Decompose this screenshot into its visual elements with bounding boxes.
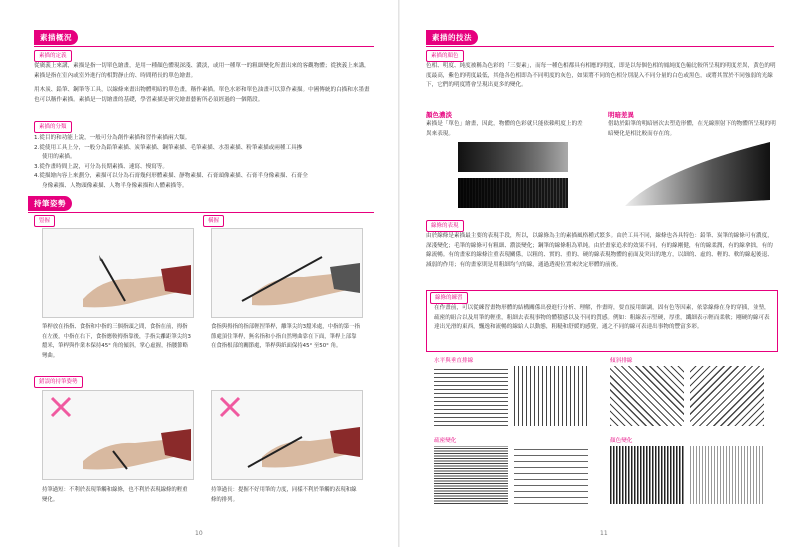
left-page [0,0,399,547]
diagonal-hatching-2 [690,366,764,426]
vertical-grip-caption: 筆桿放在指指、食指和中指的三個指頭之間，食指在前，拇指在左後，中指在右下，食指應較拇指靠後，手指尖離距筆尖約3釐米，筆桿與作業本保持45° 角的傾斜，掌心虛握，指腰節略彎曲。 [42,324,191,359]
list-item: 使用的素描。 [42,154,76,161]
list-item: 3.從作畫時間上說，可分為長期素描、速寫、慢寫等。 [34,163,168,170]
subheading-classification: 素描的分類 [34,121,72,133]
wrong-grip-short-caption: 持筆過短：不利於表現筆觸和線條，也不利於表現線條的輕重變化。 [42,487,188,503]
label-density: 疏密變化 [434,438,457,444]
section-title-sketch-technique: 素描的技法 [426,30,478,45]
diagonal-hatching-1 [610,366,684,426]
color-paragraph: 色相、明度、純度被稱為色彩的「三要素」，而每一種色相都具有相應的明度，即是以每個色相的鳳純度色輸比較所呈現的明度差異，黃色的明度最高，紫色的明度最低，其他各色相即為不同明度的灰色，如果將不同的色相分別混入不同分量的白色或黑色，或將其置於不同強弱的光線下，它們的明度將會呈現出更多的變化。 [426,63,776,89]
label-horizontal-vertical: 水平與垂直排線 [434,358,474,364]
heading-light-dark: 明暗差異 [608,111,634,119]
classification-list [34,134,374,192]
line-expression-paragraph: 由於線條是素描最主要的表現手段，所以，以線條為主的素描風格種式繁多。由於工具不同，線條也各具特色：鉛筆、炭筆的線條可有濃度，深淺變化；毛筆的線條可有粗細、濃淡變化；鋼筆的線條粗為單純。由於畫家追求的效果不同，有的線剛健，有的線柔潤，有的線拿拙，有的線流暢。有的畫家的線條注重表現關係，以粗的、實的、重的、硬的線表現物體的前面及突出的地方，以細的、虛的、輕的、軟的線起後退、減弱的作用；有的畫家則是用粗細均勻的線，通過透視位置來決定形體的前後。 [426,233,773,268]
section-title-pen-holding: 持筆姿勢 [28,196,72,211]
color-depth-swatch-2 [458,178,568,208]
light-dark-gradient-stroke [620,140,770,208]
subheading-line-expression: 線條的表現 [426,220,464,232]
hand-holding-pencil-icon [212,229,362,317]
right-page [400,0,799,547]
wrong-grip-long-caption: 持筆過長：提握不好用筆的力度，同樣不利於筆觸的表現和線條的排列。 [211,487,357,503]
definition-paragraph-2: 用木炭、鉛筆、鋼筆等工具，以線條來畫出物體明暗的單色畫，稱作素描。單色水彩和單色油畫可以算作素描。中國傳統的白描和水墨畫也可以稱作素描。素描是一切繪畫的基礎，學習素描是研究繪畫藝術所必須經過的一個階段。 [34,87,370,103]
sparse-hatching [514,446,588,504]
subheading-definition: 素描的定義 [34,50,72,62]
list-item: 4.從描繪內容上來劃分，素描可以分為石膏幾何形體素描、靜物素描、石膏頭像素描、石膏半身像素描、石膏全 [34,173,308,180]
divider [28,212,374,213]
subheading-vertical-grip: 豎握 [34,215,55,227]
list-item: 身像素描、人物頭像素描、人物半身像素描和人體素描等。 [42,182,188,189]
horizontal-grip-photo [211,228,363,318]
horizontal-hatching [434,366,508,426]
vertical-hatching [514,366,588,426]
subheading-horizontal-grip: 橫握 [203,215,224,227]
list-item: 1.從目的和功能上說，一般可分為創作素描和習作素描兩大類。 [34,135,191,141]
list-item: 2.從使用工具上分，一般分為鉛筆素描、炭筆素描、鋼筆素描、毛筆素描、水墨素描、粉筆素描或兩種工具摻 [34,144,303,151]
heading-color-depth: 顏色濃淡 [426,111,452,119]
section-title-sketch-overview: 素描概況 [34,30,78,45]
dense-hatching [434,446,508,504]
definition-paragraph-1: 從廣義上來講，素描是指一切單色繪畫，是用一種顏色體現深淺、濃淡，或用一種單一的粗細變化所畫出來的客觀物體；從狹義上來講，素描是指在室內或室外進行的相對靜止的、時間稍長的單色繪畫。 [34,63,370,79]
subheading-line-practice: 線條的練習 [430,292,468,304]
wrong-grip-short-photo [42,390,194,480]
page-number: 11 [600,530,608,537]
wrong-grip-long-photo [211,390,363,480]
hand-holding-pencil-icon [43,229,193,317]
page-number: 10 [195,530,203,537]
divider [426,46,774,47]
subheading-color: 素描的顏色 [426,50,464,62]
color-depth-swatch-1 [458,142,568,172]
light-tone-hatching [690,446,764,504]
line-practice-paragraph: 在作畫前，可以從練習畫物形體的結構關係出發進行分析、理解，作畫時，要直接用細調，固有色等因素，依靠線條在身的穿插，並墊，疏密的組合以及用筆的輕重，粗細去表現事物的體積感以及不同的質感。例如：粗線表示堅硬，厚重，纖細表示輕而柔軟；剛硬的線可表達出光滑的東西，飄逸和流暢的線給人以動態，粗糙和舒緩的感覺，通之不同的線可表達出事物的豐富多彩。 [434,305,770,331]
subheading-wrong-grip: 錯誤的持筆姿勢 [34,376,83,388]
label-tone: 顏色變化 [610,438,633,444]
divider [34,46,374,47]
vertical-grip-photo [42,228,194,318]
wrong-cross-icon [49,395,73,419]
wrong-cross-icon [218,395,242,419]
color-depth-text: 素描是「單色」繪畫，因此，物體的色彩就只能依賴明度上的差異來表現。 [426,121,583,137]
horizontal-grip-caption: 食指與拇指的指部輕捏筆桿，離筆尖約3釐米處，中指的第一指節處頂住筆桿，無名指和小指自然彎曲靠在下面，筆桿上部靠在食指根部的關節處，筆桿與紙面保持45° 至50° 角。 [211,324,360,350]
dark-tone-hatching [610,446,684,504]
light-dark-text: 借助於鉛筆的明暗層次去塑造形體，在光線照射下的物體所呈現的明暗變化是相比較而存在的。 [608,121,776,137]
label-diagonal: 傾斜排線 [610,358,633,364]
